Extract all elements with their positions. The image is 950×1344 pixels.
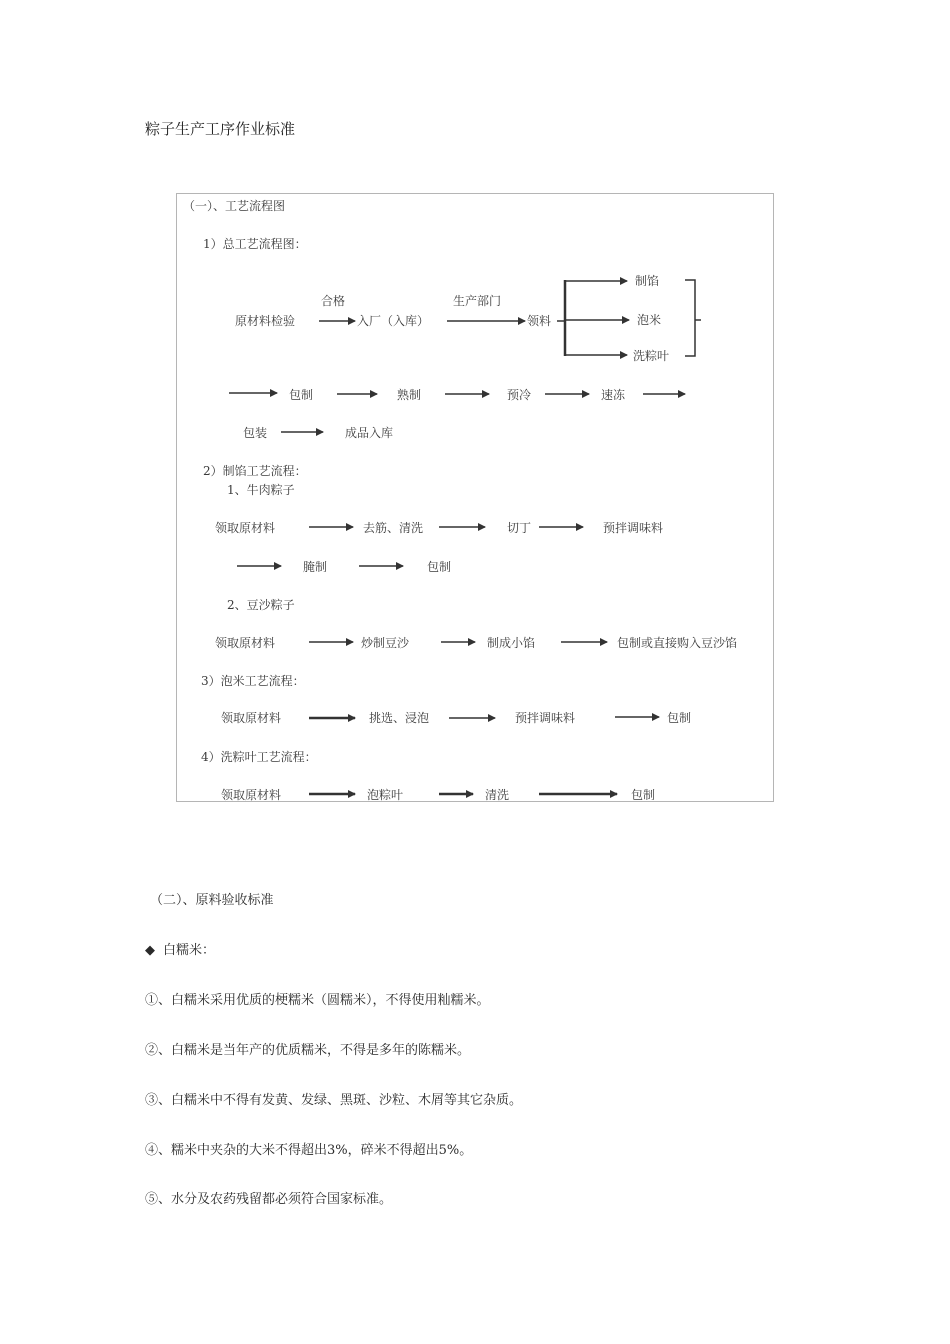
- rule-item: ③、白糯米中不得有发黄、发绿、黑斑、沙粒、木屑等其它杂质。: [145, 1093, 523, 1108]
- branch-filling: 制馅: [635, 274, 660, 288]
- rule-item: ①、白糯米采用优质的梗糯米（圆糯米），不得使用籼糯米。: [145, 993, 490, 1008]
- beef-step: 包制: [427, 560, 452, 574]
- merge-bracket: [685, 280, 701, 356]
- item-heading: [145, 939, 215, 958]
- bean-step: 炒制豆沙: [361, 636, 410, 650]
- branch-rice: 泡米: [637, 313, 662, 327]
- qualified-label: 合格: [321, 294, 346, 308]
- beef-step: 腌制: [303, 560, 328, 574]
- requisition: 领料: [527, 314, 552, 328]
- item-title: 白糯米：: [163, 943, 216, 958]
- bean-label: 2、豆沙粽子: [227, 598, 295, 612]
- row2-step: 预冷: [507, 388, 532, 402]
- rice-step: 领取原材料: [221, 711, 282, 725]
- leaves-step: 领取原材料: [221, 788, 282, 802]
- process-flowchart: [176, 193, 774, 802]
- bean-step: 制成小馅: [487, 636, 536, 650]
- factory-in: 入厂（入库）: [357, 314, 430, 328]
- beef-step: 领取原材料: [215, 521, 276, 535]
- bean-step: 包制或直接购入豆沙馅: [617, 636, 738, 650]
- rule-item: ②、白糯米是当年产的优质糯米，不得是多年的陈糯米。: [145, 1043, 471, 1058]
- row2-step: 熟制: [397, 388, 422, 402]
- bean-step: 领取原材料: [215, 636, 276, 650]
- row2-step: 包制: [289, 388, 314, 402]
- raw-material-check: 原材料检验: [235, 314, 296, 328]
- filling-flow-label: 2）制馅工艺流程：: [203, 464, 307, 478]
- beef-step: 切丁: [507, 521, 532, 535]
- rice-step: 预拌调味料: [515, 711, 576, 725]
- rice-flow-label: 3）泡米工艺流程：: [201, 674, 305, 688]
- row2-step: 速冻: [601, 388, 626, 402]
- production-dept: 生产部门: [453, 294, 502, 308]
- rice-step: 包制: [667, 711, 692, 725]
- rice-step: 挑选、浸泡: [369, 711, 430, 725]
- leaves-step: 包制: [631, 788, 656, 802]
- overall-flow-label: 1）总工艺流程图：: [203, 237, 307, 251]
- leaves-step: 清洗: [485, 788, 510, 802]
- pack-step: 包装: [243, 426, 268, 440]
- beef-label: 1、牛肉粽子: [227, 483, 295, 497]
- leaves-flow-label: 4）洗粽叶工艺流程：: [201, 750, 317, 764]
- beef-step: 去筋、清洗: [363, 521, 424, 535]
- branch-leaves: 洗粽叶: [633, 349, 670, 363]
- document-title: 粽子生产工序作业标准: [145, 120, 296, 138]
- rule-item: ④、糯米中夹杂的大米不得超出3%，碎米不得超出5%。: [145, 1143, 473, 1158]
- diamond-bullet-icon: ◆: [145, 943, 155, 958]
- rule-item: ⑤、水分及农药残留都必须符合国家标准。: [145, 1192, 393, 1207]
- flowchart-heading: （一）、工艺流程图: [183, 199, 286, 213]
- finished-step: 成品入库: [345, 426, 394, 440]
- leaves-step: 泡粽叶: [367, 788, 404, 802]
- beef-step: 预拌调味料: [603, 521, 664, 535]
- acceptance-heading: （二）、原料验收标准: [150, 893, 274, 908]
